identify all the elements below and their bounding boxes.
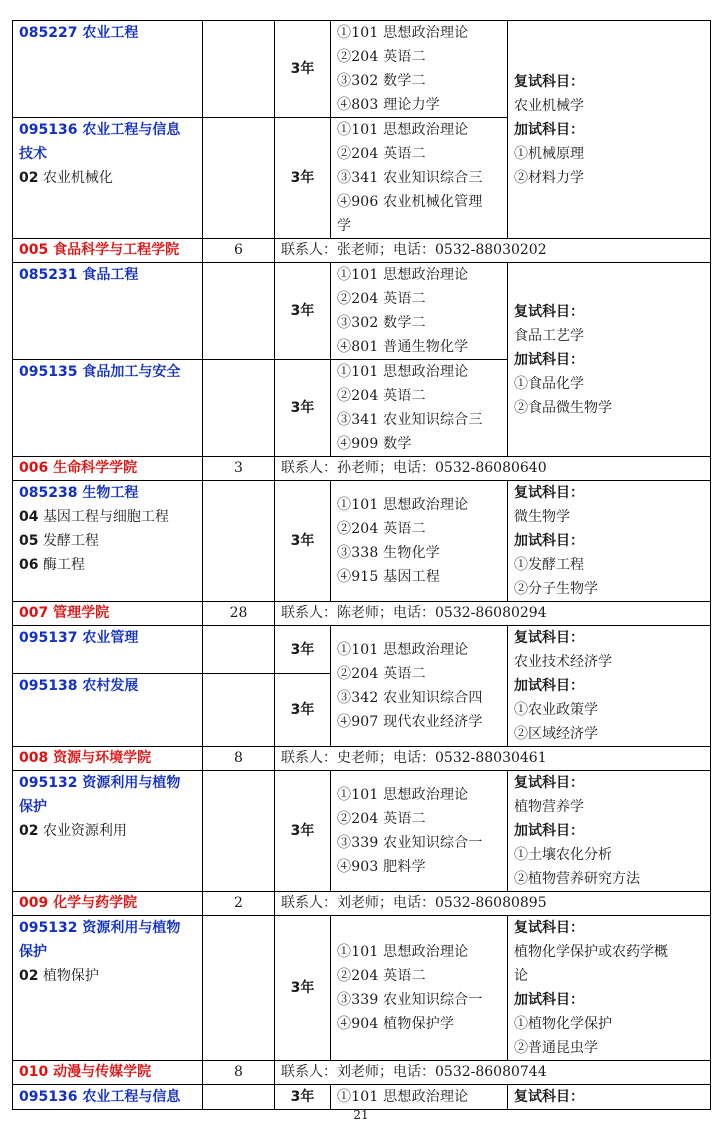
retest-cell — [508, 481, 711, 602]
college-name: 009 化学与药学院 — [13, 892, 203, 916]
program-code: 095135 — [19, 364, 78, 380]
quota-cell — [203, 771, 275, 892]
quota-cell — [203, 263, 275, 360]
retest-cell — [508, 771, 711, 892]
research-direction: 04 基因工程与细胞工程 — [19, 509, 169, 525]
college-row — [13, 457, 711, 481]
program-row — [13, 1085, 711, 1110]
program-code: 095138 — [19, 678, 78, 694]
program-cell — [13, 481, 203, 602]
program-name: 农业工程与信息 — [82, 1089, 181, 1105]
research-direction: 02 植物保护 — [19, 968, 99, 984]
quota-cell: 6 — [203, 239, 275, 263]
program-name: 资源利用与植物 — [82, 775, 181, 791]
exam-subjects — [331, 626, 508, 747]
extra-label: 加试科目： — [514, 351, 584, 368]
program-code: 085227 — [19, 25, 78, 41]
exam-subject: ③302 数学二 — [337, 73, 426, 89]
exam-subject: ④903 肥料学 — [337, 859, 426, 875]
extra-label: 加试科目： — [514, 678, 584, 694]
research-direction: 05 发酵工程 — [19, 533, 99, 549]
program-cell — [13, 1085, 203, 1110]
exam-subject: ②204 英语二 — [337, 388, 426, 404]
exam-subject: ①101 思想政治理论 — [337, 25, 469, 41]
college-row — [13, 239, 711, 263]
program-cell — [13, 771, 203, 892]
program-name-cont: 保护 — [19, 944, 47, 960]
program-name: 生物工程 — [82, 485, 139, 501]
contact-info: 联系人：刘老师；电话：0532-86080744 — [275, 1061, 711, 1085]
extra-subject: ①农业政策学 — [514, 702, 598, 718]
exam-subject: ①101 思想政治理论 — [337, 787, 469, 803]
retest-subject-cont: 论 — [514, 968, 528, 984]
exam-subject: ③339 农业知识综合一 — [337, 992, 483, 1008]
retest-label: 复试科目： — [514, 303, 584, 320]
extra-subject: ②区域经济学 — [514, 726, 598, 742]
program-code: 095136 — [19, 122, 78, 138]
quota-cell — [203, 360, 275, 457]
college-row — [13, 747, 711, 771]
program-code: 095132 — [19, 775, 78, 791]
exam-subjects — [331, 916, 508, 1061]
program-name-cont: 技术 — [19, 146, 47, 162]
contact-info: 联系人：陈老师；电话：0532-86080294 — [275, 602, 711, 626]
years-cell: 3年 — [275, 626, 331, 674]
program-cell — [13, 21, 203, 118]
exam-subject: ②204 英语二 — [337, 49, 426, 65]
quota-cell: 3 — [203, 457, 275, 481]
extra-subject: ②食品微生物学 — [514, 399, 612, 416]
exam-subjects — [331, 1085, 508, 1110]
exam-subject: ③341 农业知识综合三 — [337, 170, 483, 186]
exam-subject: ①101 思想政治理论 — [337, 364, 469, 380]
program-name: 食品加工与安全 — [82, 364, 181, 380]
exam-subject: ①101 思想政治理论 — [337, 642, 469, 658]
retest-cell — [508, 21, 711, 239]
exam-subjects — [331, 771, 508, 892]
quota-cell: 2 — [203, 892, 275, 916]
extra-subject: ①土壤农化分析 — [514, 847, 612, 863]
retest-cell — [508, 263, 711, 457]
years-cell: 3年 — [275, 674, 331, 747]
extra-subject: ①食品化学 — [514, 375, 584, 392]
page-number: 21 — [353, 1108, 369, 1122]
extra-subject: ②材料力学 — [514, 169, 584, 186]
contact-info: 联系人：孙老师；电话：0532-86080640 — [275, 457, 711, 481]
exam-subject: ②204 英语二 — [337, 811, 426, 827]
program-name: 食品工程 — [82, 267, 139, 283]
research-direction: 02 农业资源利用 — [19, 823, 127, 839]
quota-cell — [203, 626, 275, 674]
exam-subject: ④909 数学 — [337, 436, 412, 452]
exam-subject: ②204 英语二 — [337, 146, 426, 162]
years-cell: 3年 — [275, 771, 331, 892]
years-cell: 3年 — [275, 1085, 331, 1110]
years-cell: 3年 — [275, 263, 331, 360]
quota-cell — [203, 118, 275, 239]
exam-subject: ②204 英语二 — [337, 968, 426, 984]
program-code: 095136 — [19, 1089, 78, 1105]
program-row — [13, 771, 711, 892]
exam-subject: ④906 农业机械化管理 — [337, 194, 483, 210]
college-name: 008 资源与环境学院 — [13, 747, 203, 771]
college-row — [13, 602, 711, 626]
exam-subject: ③338 生物化学 — [337, 545, 440, 561]
extra-label: 加试科目： — [514, 121, 584, 138]
extra-subject: ②普通昆虫学 — [514, 1040, 598, 1056]
research-direction: 06 酶工程 — [19, 557, 85, 573]
retest-label: 复试科目： — [514, 775, 584, 791]
program-name-cont: 保护 — [19, 799, 47, 815]
program-name: 资源利用与植物 — [82, 920, 181, 936]
extra-subject: ①机械原理 — [514, 145, 584, 162]
years-cell: 3年 — [275, 481, 331, 602]
college-row — [13, 1061, 711, 1085]
retest-cell — [508, 916, 711, 1061]
exam-subject: ③341 农业知识综合三 — [337, 412, 483, 428]
college-row — [13, 892, 711, 916]
program-row — [13, 481, 711, 602]
quota-cell — [203, 21, 275, 118]
retest-label: 复试科目： — [514, 1089, 584, 1105]
contact-info: 联系人：刘老师；电话：0532-86080895 — [275, 892, 711, 916]
exam-subject: ③302 数学二 — [337, 315, 426, 331]
years-cell: 3年 — [275, 21, 331, 118]
program-cell — [13, 916, 203, 1061]
quota-cell — [203, 481, 275, 602]
retest-subject: 植物营养学 — [514, 799, 584, 815]
program-cell — [13, 118, 203, 239]
exam-subject: ④904 植物保护学 — [337, 1016, 455, 1032]
program-row — [13, 916, 711, 1061]
college-name: 006 生命科学学院 — [13, 457, 203, 481]
admissions-table — [12, 20, 711, 1110]
extra-subject: ①植物化学保护 — [514, 1016, 612, 1032]
program-cell — [13, 360, 203, 457]
program-cell — [13, 674, 203, 747]
retest-label: 复试科目： — [514, 920, 584, 936]
college-name: 005 食品科学与工程学院 — [13, 239, 203, 263]
extra-subject: ②植物营养研究方法 — [514, 871, 640, 887]
exam-subject: ①101 思想政治理论 — [337, 497, 469, 513]
program-name: 农村发展 — [82, 678, 139, 694]
retest-label: 复试科目： — [514, 485, 584, 501]
contact-info: 联系人：张老师；电话：0532-88030202 — [275, 239, 711, 263]
retest-cell — [508, 1085, 711, 1110]
program-name: 农业管理 — [82, 630, 139, 646]
quota-cell: 28 — [203, 602, 275, 626]
quota-cell: 8 — [203, 747, 275, 771]
exam-subjects — [331, 360, 508, 457]
years-cell: 3年 — [275, 916, 331, 1061]
quota-cell — [203, 1085, 275, 1110]
extra-subject: ②分子生物学 — [514, 581, 598, 597]
exam-subject: ④915 基因工程 — [337, 569, 440, 585]
retest-subject: 食品工艺学 — [514, 327, 584, 344]
exam-subject: ②204 英语二 — [337, 291, 426, 307]
years-cell: 3年 — [275, 360, 331, 457]
quota-cell — [203, 674, 275, 747]
research-direction: 02 农业机械化 — [19, 170, 113, 186]
program-name: 农业工程与信息 — [82, 122, 181, 138]
program-code: 085238 — [19, 485, 78, 501]
extra-label: 加试科目： — [514, 823, 584, 839]
college-name: 010 动漫与传媒学院 — [13, 1061, 203, 1085]
exam-subject: ①101 思想政治理论 — [337, 267, 469, 283]
program-name: 农业工程 — [82, 25, 139, 41]
program-row — [13, 263, 711, 360]
contact-info: 联系人：史老师；电话：0532-88030461 — [275, 747, 711, 771]
program-cell — [13, 626, 203, 674]
retest-subject: 植物化学保护或农药学概 — [514, 944, 668, 960]
exam-subject: ④907 现代农业经济学 — [337, 714, 483, 730]
exam-subject: 学 — [337, 218, 352, 234]
program-code: 095132 — [19, 920, 78, 936]
college-name: 007 管理学院 — [13, 602, 203, 626]
retest-label: 复试科目： — [514, 630, 584, 646]
program-code: 095137 — [19, 630, 78, 646]
program-cell — [13, 263, 203, 360]
program-row — [13, 626, 711, 674]
extra-label: 加试科目： — [514, 533, 584, 549]
exam-subject: ③342 农业知识综合四 — [337, 690, 483, 706]
exam-subject: ①101 思想政治理论 — [337, 122, 469, 138]
exam-subjects — [331, 481, 508, 602]
program-row — [13, 21, 711, 118]
exam-subject: ②204 英语二 — [337, 521, 426, 537]
retest-subject: 微生物学 — [514, 509, 570, 525]
retest-label: 复试科目： — [514, 73, 584, 90]
program-code: 085231 — [19, 267, 78, 283]
exam-subjects — [331, 118, 508, 239]
retest-subject: 农业技术经济学 — [514, 654, 612, 670]
extra-subject: ①发酵工程 — [514, 557, 584, 573]
exam-subject: ④801 普通生物化学 — [337, 339, 469, 355]
years-cell: 3年 — [275, 118, 331, 239]
exam-subject: ②204 英语二 — [337, 666, 426, 682]
exam-subject: ①101 思想政治理论 — [337, 944, 469, 960]
exam-subjects — [331, 263, 508, 360]
exam-subjects — [331, 21, 508, 118]
exam-subject: ③339 农业知识综合一 — [337, 835, 483, 851]
quota-cell: 8 — [203, 1061, 275, 1085]
retest-cell — [508, 626, 711, 747]
extra-label: 加试科目： — [514, 992, 584, 1008]
exam-subject: ④803 理论力学 — [337, 97, 440, 113]
exam-subject: ①101 思想政治理论 — [337, 1089, 469, 1105]
quota-cell — [203, 916, 275, 1061]
retest-subject: 农业机械学 — [514, 97, 584, 114]
